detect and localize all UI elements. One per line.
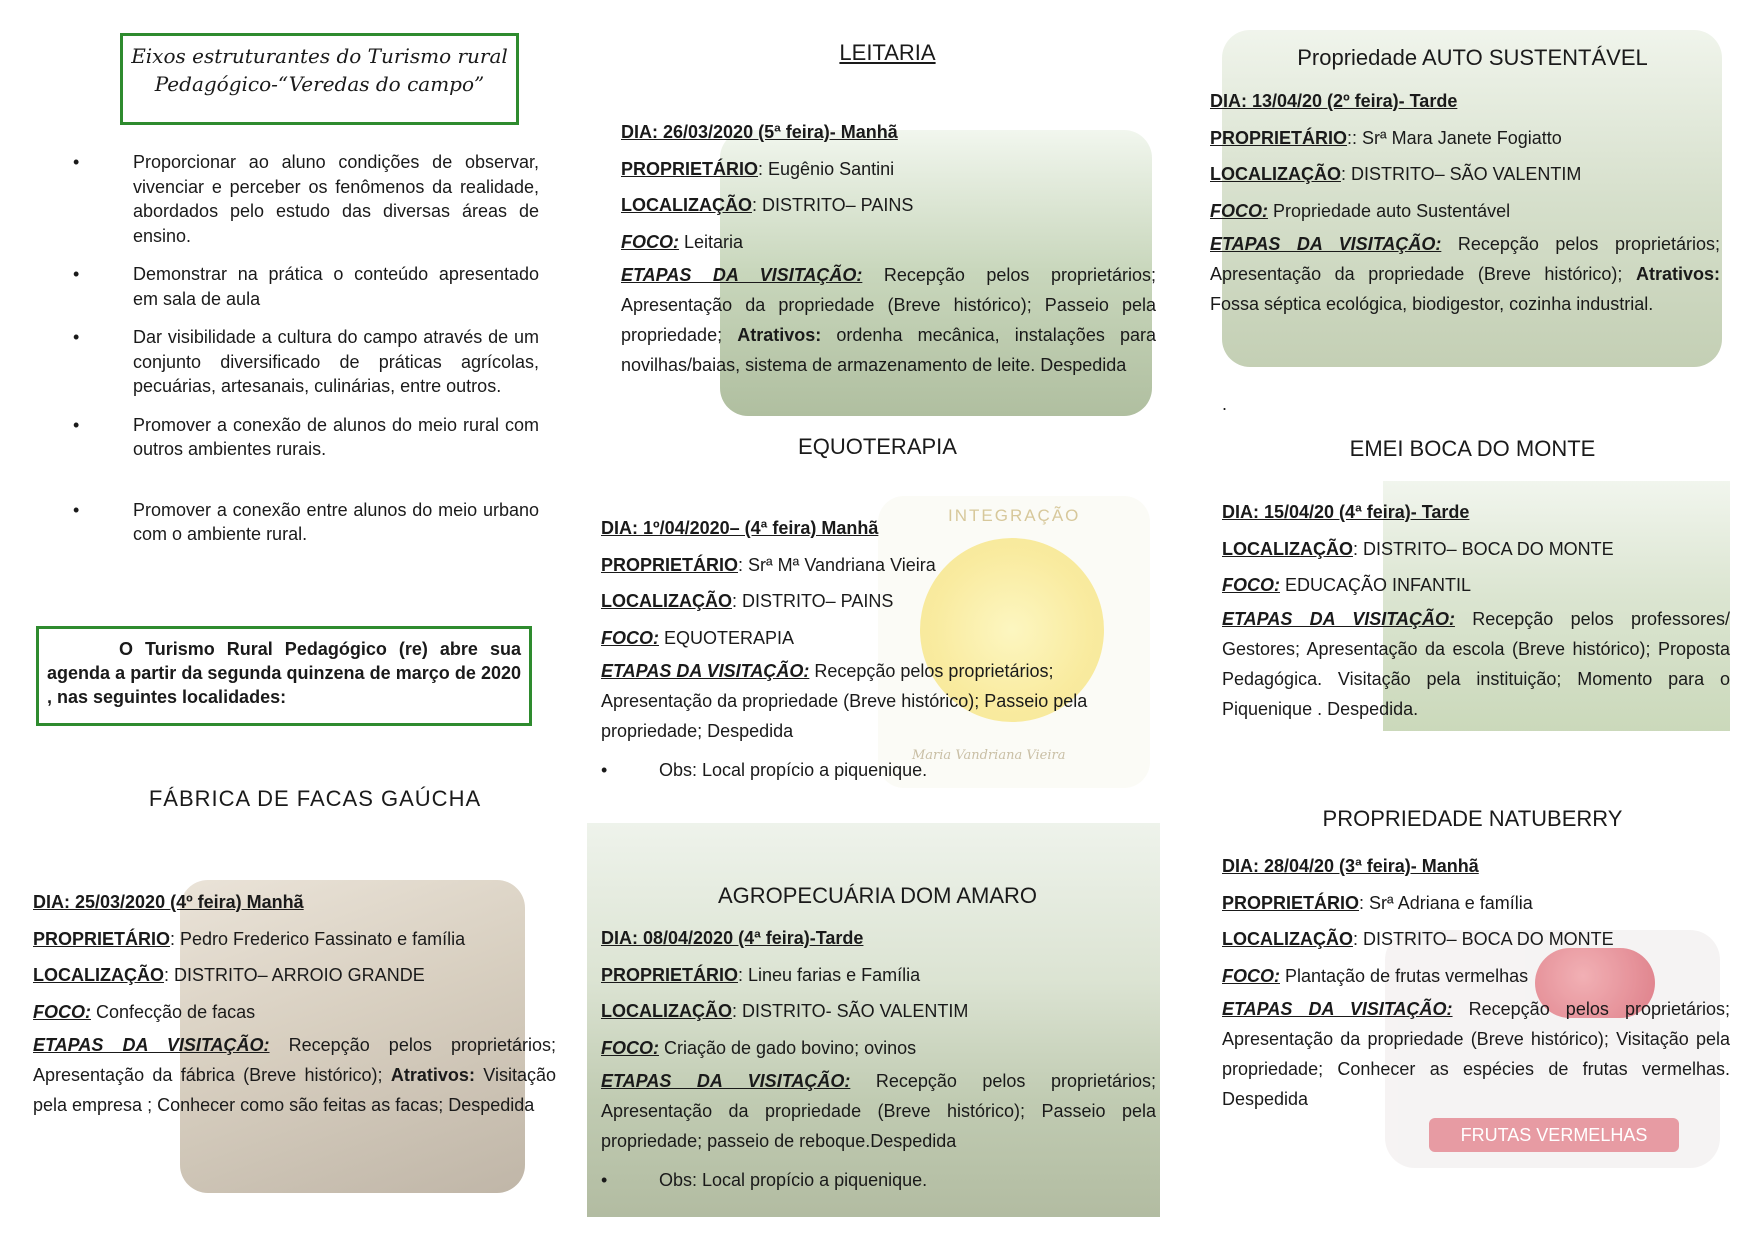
emei-title: EMEI BOCA DO MONTE xyxy=(1349,436,1596,461)
domamaro-details xyxy=(601,920,1156,1191)
location-label: LOCALIZAÇÃO xyxy=(601,1001,732,1021)
objectives-list xyxy=(73,150,539,561)
agenda-text: O Turismo Rural Pedagógico (re) abre sua agenda a partir da segunda quinzena de março de 2020 , nas seguintes localidades: xyxy=(47,639,521,707)
leitaria-title: LEITARIA xyxy=(839,40,936,65)
autosustentavel-etapas: ETAPAS DA VISITAÇÃO: Recepção pelos proprietários; Apresentação da propriedade (Breve histórico); Atrativos: Fossa séptica ecológica, biodigestor, cozinha industrial. xyxy=(1210,234,1720,314)
domamaro-foco: Criação de gado bovino; ovinos xyxy=(659,1037,917,1058)
natuberry-etapas: ETAPAS DA VISITAÇÃO: Recepção pelos proprietários; Apresentação da propriedade (Breve histórico); Visitação pela propriedade; Conhecer as espécies de frutas vermelhas. Despedida xyxy=(1222,999,1730,1109)
natuberry-foco: Plantação de frutas vermelhas xyxy=(1280,965,1529,986)
focus-label: FOCO: xyxy=(601,1037,659,1058)
emei-etapas: ETAPAS DA VISITAÇÃO: Recepção pelos professores/ Gestores; Apresentação da escola (Breve histórico); Proposta Pedagógica. Visitação pela instituição; Momento para o Piquenique . Despedida. xyxy=(1222,608,1730,719)
emei-details xyxy=(1222,494,1730,724)
leitaria-dia: DIA: 26/03/2020 (5ª feira)- Manhã xyxy=(621,122,898,142)
equoterapia-title: EQUOTERAPIA xyxy=(798,434,957,459)
fabrica-etapas: ETAPAS DA VISITAÇÃO: Recepção pelos proprietários; Apresentação da fábrica (Breve histórico); Atrativos: Visitação pela empresa ; Conhecer como são feitas as facas; Despedida xyxy=(33,1035,556,1115)
leitaria-localizacao: : DISTRITO– PAINS xyxy=(751,195,914,215)
intro-title-box xyxy=(120,33,519,125)
list-item: • Promover a conexão de alunos do meio rural com outros ambientes rurais. xyxy=(73,413,539,462)
autosustentavel-dia: DIA: 13/04/20 (2º feira)- Tarde xyxy=(1210,91,1458,111)
list-item: • Promover a conexão entre alunos do meio urbano com o ambiente rural. xyxy=(73,498,539,547)
leitaria-details xyxy=(621,114,1156,380)
focus-label: FOCO: xyxy=(601,627,659,648)
leitaria-proprietario: : Eugênio Santini xyxy=(758,158,895,179)
focus-label: FOCO: xyxy=(1222,575,1280,595)
autosustentavel-title: Propriedade AUTO SUSTENTÁVEL xyxy=(1297,45,1648,70)
natuberry-details xyxy=(1222,848,1730,1114)
domamaro-proprietario: : Lineu farias e Família xyxy=(738,964,921,985)
natuberry-localizacao: : DISTRITO– BOCA DO MONTE xyxy=(1352,929,1614,949)
owner-label: PROPRIETÁRIO xyxy=(621,158,759,179)
equoterapia-etapas: ETAPAS DA VISITAÇÃO: Recepção pelos proprietários; Apresentação da propriedade (Breve histórico); Passeio pela propriedade; Despedida xyxy=(601,661,1088,741)
intro-title: Eixos estruturantes do Turismo rural Pedagógico-“Veredas do campo” xyxy=(131,44,508,96)
leitaria-etapas: ETAPAS DA VISITAÇÃO: Recepção pelos proprietários; Apresentação da propriedade (Breve histórico); Passeio pela propriedade; Atrativos: ordenha mecânica, instalações para novilhas/baias, sistema de armazenamento de leite. Despedida xyxy=(621,265,1156,375)
domamaro-etapas: ETAPAS DA VISITAÇÃO: Recepção pelos proprietários; Apresentação da propriedade (Breve histórico); Passeio pela propriedade; passeio de reboque.Despedida xyxy=(601,1071,1156,1151)
agenda-box xyxy=(36,626,532,726)
domamaro-dia: DIA: 08/04/2020 (4ª feira)-Tarde xyxy=(601,928,864,948)
fabrica-dia: DIA: 25/03/2020 (4º feira) Manhã xyxy=(33,892,304,912)
location-label: LOCALIZAÇÃO xyxy=(1210,164,1341,184)
natuberry-logo-label: FRUTAS VERMELHAS xyxy=(1429,1118,1679,1152)
focus-label: FOCO: xyxy=(1222,965,1280,986)
autosustentavel-localizacao: : DISTRITO– SÃO VALENTIM xyxy=(1340,164,1582,184)
emei-localizacao: : DISTRITO– BOCA DO MONTE xyxy=(1352,538,1614,559)
list-item: • Proporcionar ao aluno condições de observar, vivenciar e perceber os fenômenos da realidade, abordados pelo estudo das diversas áreas de ensino. xyxy=(73,150,539,248)
domamaro-obs: • Obs: Local propício a piquenique. xyxy=(601,1170,1156,1191)
focus-label: FOCO: xyxy=(33,1001,91,1022)
logo-top-text: INTEGRAÇÃO xyxy=(948,506,1081,525)
owner-label: PROPRIETÁRIO xyxy=(601,964,739,985)
equoterapia-localizacao: : DISTRITO– PAINS xyxy=(731,591,894,611)
natuberry-title: PROPRIEDADE NATUBERRY xyxy=(1322,806,1623,831)
domamaro-localizacao: : DISTRITO- SÃO VALENTIM xyxy=(731,1001,969,1021)
list-item: • Demonstrar na prática o conteúdo apresentado em sala de aula xyxy=(73,262,539,311)
autosustentavel-foco: Propriedade auto Sustentável xyxy=(1268,200,1511,221)
domamaro-title: AGROPECUÁRIA DOM AMARO xyxy=(717,883,1038,908)
emei-foco: EDUCAÇÃO INFANTIL xyxy=(1280,575,1472,595)
location-label: LOCALIZAÇÃO xyxy=(1222,538,1353,559)
owner-label: PROPRIETÁRIO xyxy=(1210,127,1348,148)
equoterapia-proprietario: : Srª Mª Vandriana Vieira xyxy=(738,554,936,575)
location-label: LOCALIZAÇÃO xyxy=(621,195,752,215)
emei-dia: DIA: 15/04/20 (4ª feira)- Tarde xyxy=(1222,502,1470,522)
stray-dot: . xyxy=(1222,394,1228,414)
list-item: • Dar visibilidade a cultura do campo através de um conjunto diversificado de práticas agrícolas, pecuárias, artesanais, culinárias, entre outros. xyxy=(73,325,539,399)
equoterapia-foco: EQUOTERAPIA xyxy=(659,627,795,648)
location-label: LOCALIZAÇÃO xyxy=(1222,929,1353,949)
fabrica-foco: Confecção de facas xyxy=(91,1001,256,1022)
autosustentavel-proprietario: :: Srª Mara Janete Fogiatto xyxy=(1347,127,1562,148)
equoterapia-dia: DIA: 1º/04/2020– (4ª feira) Manhã xyxy=(601,518,879,538)
owner-label: PROPRIETÁRIO xyxy=(33,928,171,949)
fabrica-proprietario: : Pedro Frederico Fassinato e família xyxy=(170,928,466,949)
logo-bottom-text: Maria Vandriana Vieira xyxy=(912,748,1066,763)
owner-label: PROPRIETÁRIO xyxy=(601,554,739,575)
focus-label: FOCO: xyxy=(1210,200,1268,221)
focus-label: FOCO: xyxy=(621,231,679,252)
fabrica-details xyxy=(33,884,556,1120)
leitaria-foco: Leitaria xyxy=(679,231,744,252)
owner-label: PROPRIETÁRIO xyxy=(1222,892,1360,913)
equoterapia-details xyxy=(601,510,1156,781)
location-label: LOCALIZAÇÃO xyxy=(601,591,732,611)
natuberry-proprietario: : Srª Adriana e família xyxy=(1359,892,1533,913)
location-label: LOCALIZAÇÃO xyxy=(33,965,164,985)
autosustentavel-details xyxy=(1210,83,1720,319)
fabrica-title: FÁBRICA DE FACAS GAÚCHA xyxy=(148,786,482,811)
equoterapia-obs: • Obs: Local propício a piquenique. xyxy=(601,760,1156,781)
fabrica-localizacao: : DISTRITO– ARROIO GRANDE xyxy=(163,965,425,985)
natuberry-dia: DIA: 28/04/20 (3ª feira)- Manhã xyxy=(1222,856,1479,876)
